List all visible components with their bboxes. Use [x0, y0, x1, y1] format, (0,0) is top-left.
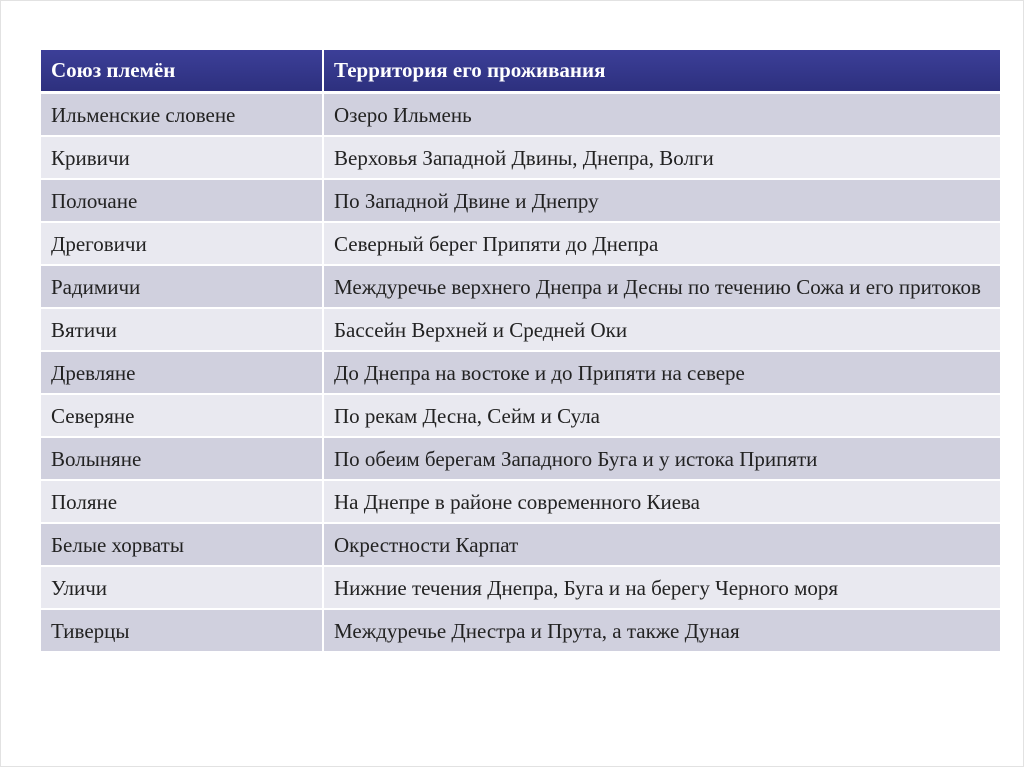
tribe-union-cell: Древляне — [41, 351, 323, 394]
table-row — [41, 265, 1000, 308]
territory-cell: На Днепре в районе современного Киева — [323, 480, 1000, 523]
table-row — [41, 437, 1000, 480]
table-row — [41, 136, 1000, 179]
territory-cell: Нижние течения Днепра, Буга и на берегу Черного моря — [323, 566, 1000, 609]
tribe-union-cell: Тиверцы — [41, 609, 323, 652]
territory-cell: Верховья Западной Двины, Днепра, Волги — [323, 136, 1000, 179]
territory-cell: До Днепра на востоке и до Припяти на севере — [323, 351, 1000, 394]
tribe-union-cell: Северяне — [41, 394, 323, 437]
territory-cell: Междуречье Днестра и Прута, а также Дуная — [323, 609, 1000, 652]
table-row — [41, 394, 1000, 437]
tribe-union-cell: Ильменские словене — [41, 92, 323, 136]
table-body — [41, 92, 1000, 652]
tribe-union-cell: Волыняне — [41, 437, 323, 480]
table-row — [41, 351, 1000, 394]
territory-cell: Окрестности Карпат — [323, 523, 1000, 566]
table-row — [41, 222, 1000, 265]
tribes-table — [41, 50, 1000, 653]
header-tribe-union: Союз племён — [41, 50, 323, 92]
tribe-union-cell: Полочане — [41, 179, 323, 222]
table-row — [41, 179, 1000, 222]
header-row — [41, 50, 1000, 92]
territory-cell: Озеро Ильмень — [323, 92, 1000, 136]
table-row — [41, 566, 1000, 609]
territory-cell: Бассейн Верхней и Средней Оки — [323, 308, 1000, 351]
tribe-union-cell: Радимичи — [41, 265, 323, 308]
tribe-union-cell: Уличи — [41, 566, 323, 609]
table-row — [41, 480, 1000, 523]
tribe-union-cell: Вятичи — [41, 308, 323, 351]
territory-cell: Северный берег Припяти до Днепра — [323, 222, 1000, 265]
table-row — [41, 308, 1000, 351]
table-row — [41, 92, 1000, 136]
territory-cell: Междуречье верхнего Днепра и Десны по течению Сожа и его притоков — [323, 265, 1000, 308]
table-header — [41, 50, 1000, 92]
territory-cell: По Западной Двине и Днепру — [323, 179, 1000, 222]
tribe-union-cell: Дреговичи — [41, 222, 323, 265]
territory-cell: По обеим берегам Западного Буга и у истока Припяти — [323, 437, 1000, 480]
tribe-union-cell: Кривичи — [41, 136, 323, 179]
tribe-union-cell: Белые хорваты — [41, 523, 323, 566]
table-row — [41, 523, 1000, 566]
tribe-union-cell: Поляне — [41, 480, 323, 523]
territory-cell: По рекам Десна, Сейм и Сула — [323, 394, 1000, 437]
table-row — [41, 609, 1000, 652]
header-territory: Территория его проживания — [323, 50, 1000, 92]
